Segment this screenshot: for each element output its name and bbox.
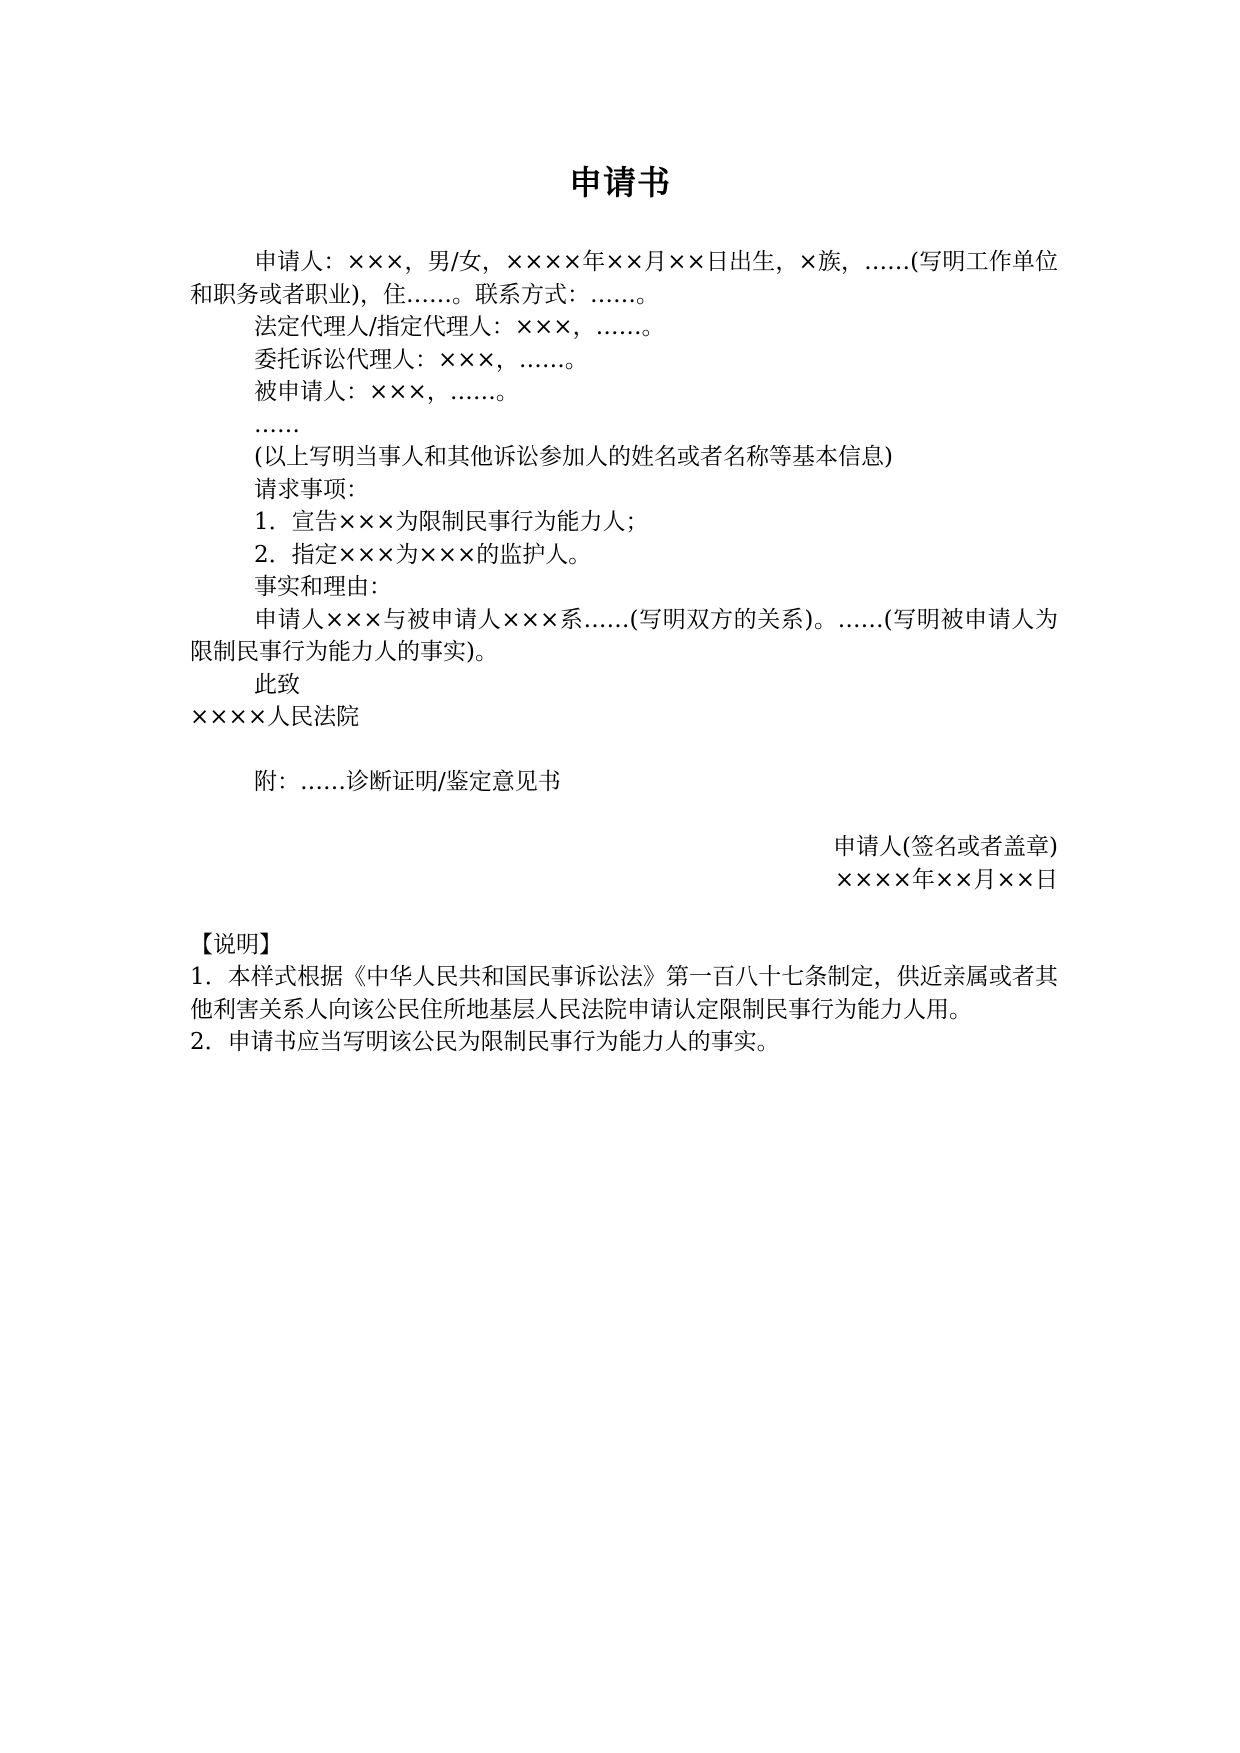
signature-date: ××××年××月××日 [834, 866, 1058, 893]
facts-heading: 事实和理由： [254, 574, 392, 600]
respondent-info: 被申请人：×××，……。 [254, 379, 519, 405]
applicant-info: 申请人：×××，男/女，××××年××月××日出生，×族，……(写明工作单位和职务或者职业)，住……。联系方式：……。 [190, 249, 1058, 308]
parties-note: (以上写明当事人和其他诉讼参加人的姓名或者名称等基本信息) [254, 444, 893, 470]
attachment-line: 附：……诊断证明/鉴定意见书 [254, 769, 561, 795]
claims-heading: 请求事项： [254, 476, 369, 503]
claim-item: 2．指定×××为×××的监护人。 [254, 541, 592, 568]
legal-agent-info: 法定代理人/指定代理人：×××，……。 [254, 314, 665, 340]
spacer [190, 896, 1058, 929]
signature-line: 申请人(签名或者盖章) [833, 834, 1058, 860]
claim-item: 1．宣告×××为限制民事行为能力人； [254, 509, 649, 535]
spacer [190, 734, 1058, 767]
court-name: ××××人民法院 [190, 704, 360, 730]
document-title: 申请书 [569, 163, 671, 202]
parties-ellipsis: …… [254, 411, 300, 438]
note-item: 2．申请书应当写明该公民为限制民事行为能力人的事实。 [190, 1029, 780, 1055]
salutation: 此致 [254, 671, 300, 698]
notes-heading: 【说明】 [190, 931, 282, 958]
litigation-agent-info: 委托诉讼代理人：×××，……。 [254, 346, 588, 373]
facts-text: 申请人×××与被申请人×××系……(写明双方的关系)。……(写明被申请人为限制民事行为能力人的事实)。 [190, 606, 1058, 665]
note-item: 1．本样式根据《中华人民共和国民事诉讼法》第一百八十七条制定，供近亲属或者其他利害关系人向该公民住所地基层人民法院申请认定限制民事行为能力人用。 [190, 964, 1058, 1023]
document-body [190, 246, 1058, 1059]
spacer [190, 799, 1058, 832]
